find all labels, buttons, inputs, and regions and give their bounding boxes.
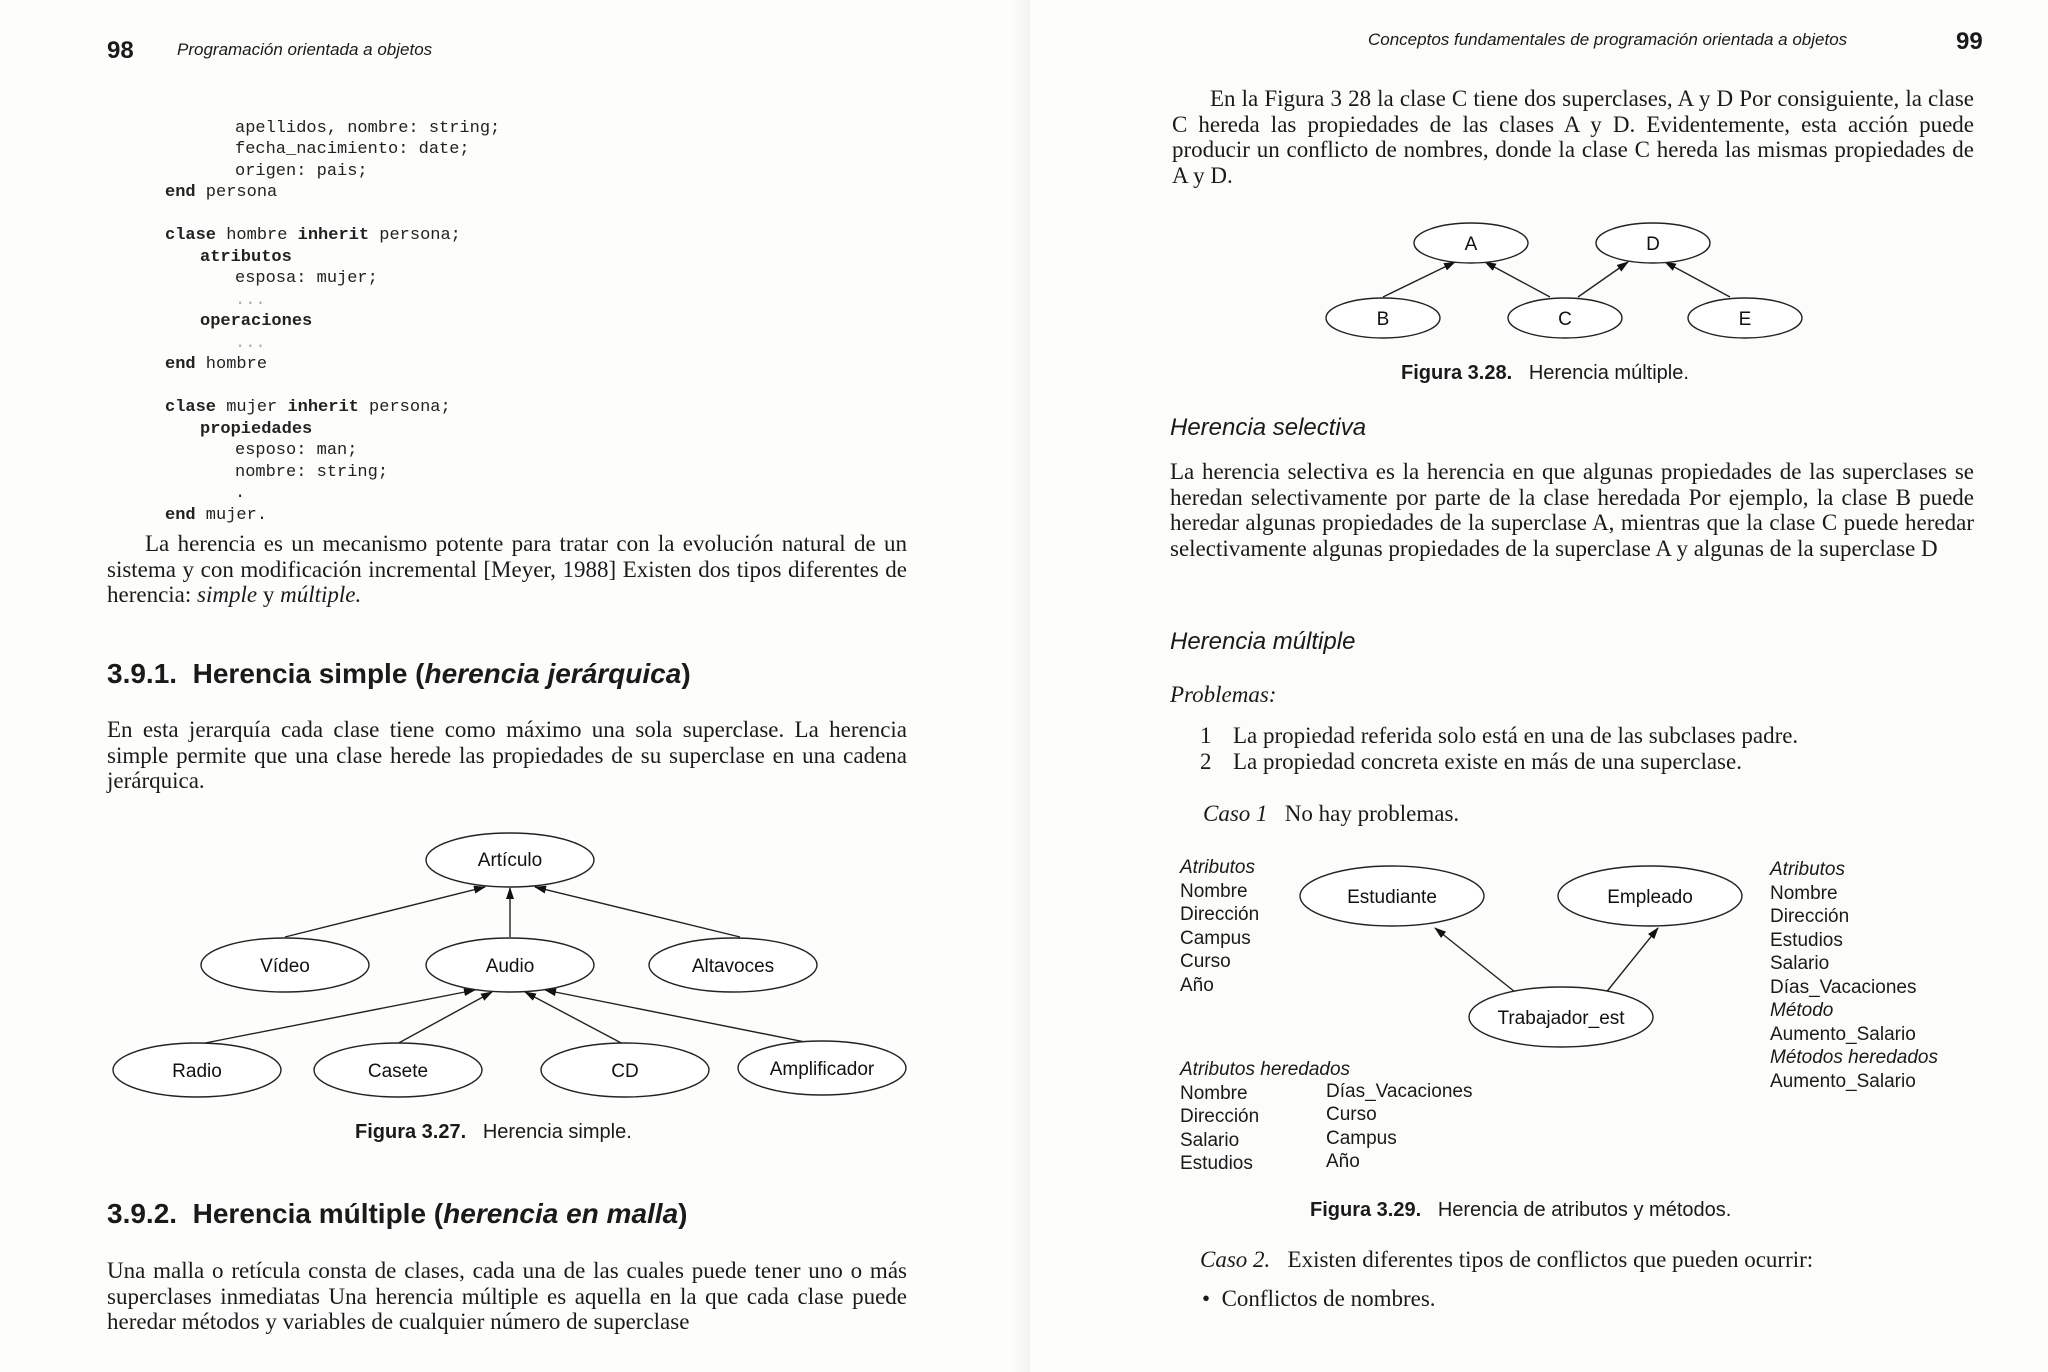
caso-text: Existen diferentes tipos de conflictos que pueden ocurrir: — [1287, 1247, 1814, 1272]
edge-altavoces-articulo — [535, 887, 740, 937]
figure-caption — [355, 1121, 632, 1144]
running-head: Programación orientada a objetos — [177, 40, 433, 59]
edge-cd-audio — [525, 992, 625, 1045]
bullet-text: Conflictos de nombres. — [1221, 1286, 1436, 1311]
code-keyword: end — [165, 505, 196, 525]
paragraph: La herencia selectiva es la herencia en que algunas propiedades de las superclases se heredan selectivamente por parte de la clase heredada Por ejemplo, la clase B puede heredar algunas propiedades de la superclase A, mientras que la clase C puede heredar selectivamente algunas propiedades de la superclase A y algunas de la superclase D — [1170, 459, 1974, 561]
paragraph-text: La herencia es un mecanismo potente para tratar con la evolución natural de un sistema y con modificación incremental [Meyer, 1988] Existen dos tipos diferentes de herencia: — [107, 531, 907, 607]
paragraph-text: y — [257, 582, 281, 607]
attribute: Campus — [1180, 927, 1251, 949]
caption-text: Herencia múltiple. — [1528, 362, 1689, 384]
node-label: CD — [611, 1061, 639, 1082]
attribute: Curso — [1180, 951, 1231, 972]
emphasis: múltiple. — [280, 582, 362, 607]
code-keyword: clase — [165, 398, 217, 417]
figure-caption — [1401, 362, 1689, 385]
code-line: fecha_nacimiento: date; — [235, 140, 470, 159]
list-number: 2 — [1200, 748, 1212, 774]
edge-e-d — [1665, 262, 1730, 297]
node-label: D — [1646, 234, 1660, 255]
node-label: Audio — [485, 956, 535, 977]
attributes-title: Atributos — [1770, 859, 1845, 880]
section-title-italic: herencia en malla — [443, 1198, 679, 1229]
running-head: Conceptos fundamentales de programación orientada a objetos — [1368, 30, 1848, 49]
inherited-methods-title: Métodos heredados — [1770, 1047, 1938, 1068]
section-title-italic: herencia jerárquica — [424, 658, 682, 689]
attribute: Nombre — [1770, 882, 1838, 904]
node-label: Casete — [367, 1061, 429, 1082]
code-line: origen: pais; — [235, 161, 368, 181]
bullet-item — [1202, 1286, 1436, 1312]
caso-1 — [1203, 801, 1459, 827]
attribute: Campus — [1326, 1127, 1397, 1149]
attribute: Año — [1326, 1151, 1360, 1172]
left-attributes — [1180, 856, 1259, 997]
node-label: C — [1558, 309, 1572, 330]
caso-label: Caso 1 — [1203, 801, 1268, 826]
code-text: persona; — [369, 226, 461, 245]
caption-label: Figura 3.27. — [355, 1121, 467, 1143]
edge-trabajador-estudiante — [1435, 928, 1525, 1000]
inherited-attributes-title: Atributos heredados — [1180, 1059, 1351, 1080]
code-text: hombre — [216, 226, 298, 245]
list-text: La propiedad concreta existe en más de una superclase. — [1233, 748, 1742, 774]
node-label: A — [1464, 234, 1478, 255]
subheading-herencia-multiple: Herencia múltiple — [1170, 628, 1356, 655]
section-title: Herencia múltiple ( — [192, 1198, 444, 1229]
inherited-attributes — [1180, 1058, 1473, 1178]
attribute: Salario — [1770, 953, 1830, 974]
section-number: 3.9.1. — [107, 658, 178, 689]
edge-radio-audio — [195, 990, 475, 1045]
code-keyword: clase — [165, 226, 217, 245]
attribute: Estudios — [1770, 929, 1843, 951]
caption-text: Herencia de atributos y métodos. — [1437, 1199, 1732, 1221]
code-line: nombre: string; — [235, 462, 389, 482]
attribute: Salario — [1180, 1129, 1240, 1151]
attribute: Año — [1180, 974, 1214, 996]
code-keyword: operaciones — [200, 312, 313, 331]
section-number: 3.9.2. — [107, 1198, 178, 1229]
page-number: 98 — [107, 37, 134, 64]
attribute: Dirección — [1770, 906, 1850, 927]
problemas-label: Problemas: — [1170, 682, 1277, 707]
code-keyword: inherit — [297, 226, 370, 245]
caso-label: Caso 2. — [1200, 1247, 1271, 1272]
method: Aumento_Salario — [1770, 1070, 1916, 1092]
attribute: Días_Vacaciones — [1326, 1080, 1473, 1102]
list-number: 1 — [1200, 723, 1212, 748]
code-keyword: atributos — [200, 247, 292, 267]
attributes-title: Atributos — [1180, 857, 1255, 878]
edge-casete-audio — [395, 992, 492, 1045]
inherited-col-2 — [1326, 1080, 1472, 1174]
node-label: Vídeo — [260, 956, 310, 977]
caption-label: Figura 3.29. — [1310, 1199, 1422, 1221]
code-line: esposa: mujer; — [235, 269, 378, 288]
inherited-col-1 — [1180, 1082, 1259, 1176]
edge-amplificador-audio — [545, 990, 820, 1045]
method: Aumento_Salario — [1770, 1023, 1916, 1045]
attribute: Dirección — [1180, 1106, 1260, 1127]
node-label: Artículo — [477, 850, 543, 871]
node-label: B — [1376, 309, 1390, 330]
edge-trabajador-empleado — [1600, 928, 1658, 1000]
code-keyword: propiedades — [200, 419, 313, 439]
edge-c-a — [1485, 262, 1550, 297]
code-line: apellidos, nombre: string; — [235, 118, 501, 138]
caption-label: Figura 3.28. — [1401, 362, 1513, 384]
code-text: hombre — [195, 355, 268, 374]
node-label: Estudiante — [1347, 887, 1437, 908]
list-item — [1200, 749, 1798, 775]
code-line: esposo: man; — [235, 441, 358, 460]
subheading-herencia-selectiva: Herencia selectiva — [1170, 414, 1367, 441]
caso-2 — [1200, 1247, 1813, 1273]
node-label: E — [1738, 309, 1752, 330]
paragraph: En la Figura 3 28 la clase C tiene dos superclases, A y D Por consiguiente, la clase C hereda las propiedades de las clases A y D. Evidentemente, esta acción puede producir un conflicto de nombres, donde la clase C hereda las mismas propiedades de A y D. — [1172, 86, 1974, 188]
attribute: Curso — [1326, 1104, 1377, 1125]
node-label: Trabajador_est — [1497, 1008, 1625, 1029]
code-line: ... — [235, 290, 266, 310]
list-text: La propiedad referida solo está en una de las subclases padre. — [1233, 723, 1799, 748]
edge-c-d — [1578, 262, 1628, 297]
right-page — [1030, 0, 2048, 1372]
attribute: Días_Vacaciones — [1770, 976, 1917, 998]
node-label: Empleado — [1607, 887, 1693, 908]
code-line: . — [235, 484, 246, 503]
code-text: mujer. — [195, 505, 268, 525]
figure-caption — [1310, 1199, 1731, 1222]
node-label: Amplificador — [769, 1059, 875, 1080]
method-title: Método — [1770, 1000, 1834, 1021]
emphasis: simple — [197, 582, 258, 607]
code-line: ... — [235, 333, 266, 353]
attribute: Nombre — [1180, 1082, 1248, 1104]
attribute: Estudios — [1180, 1153, 1253, 1174]
edge-b-a — [1383, 262, 1455, 297]
code-keyword: end — [165, 183, 196, 202]
caso-text: No hay problemas. — [1284, 801, 1460, 826]
node-label: Radio — [172, 1061, 222, 1082]
page-number: 99 — [1956, 28, 1983, 55]
edge-video-articulo — [285, 887, 485, 937]
section-heading-3-9-2 — [107, 1198, 687, 1230]
problem-list — [1200, 723, 1798, 774]
code-keyword: end — [165, 355, 196, 374]
code-text: mujer — [216, 398, 288, 417]
caption-text: Herencia simple. — [482, 1121, 632, 1143]
code-keyword: inherit — [287, 398, 359, 417]
bullet-icon: • — [1202, 1286, 1211, 1311]
right-attributes — [1770, 858, 1938, 1093]
section-title-close: ) — [681, 658, 691, 689]
section-title: Herencia simple ( — [192, 658, 425, 689]
attribute: Dirección — [1180, 904, 1260, 925]
paragraph: Una malla o retícula consta de clases, cada una de las cuales puede tener uno o más superclases inmediatas Una herencia múltiple es aquella en la que cada clase puede heredar métodos y variables de cualquier número de superclase — [107, 1258, 907, 1334]
code-text: persona; — [358, 398, 451, 417]
paragraph: En esta jerarquía cada clase tiene como máximo una sola superclase. La herencia simple permite que una clase herede las propiedades de su superclase en una cadena jerárquica. — [107, 717, 907, 793]
attribute: Nombre — [1180, 880, 1248, 902]
section-title-close: ) — [678, 1198, 688, 1229]
code-text: persona — [195, 183, 278, 202]
list-item — [1200, 723, 1798, 749]
node-label: Altavoces — [691, 956, 775, 977]
